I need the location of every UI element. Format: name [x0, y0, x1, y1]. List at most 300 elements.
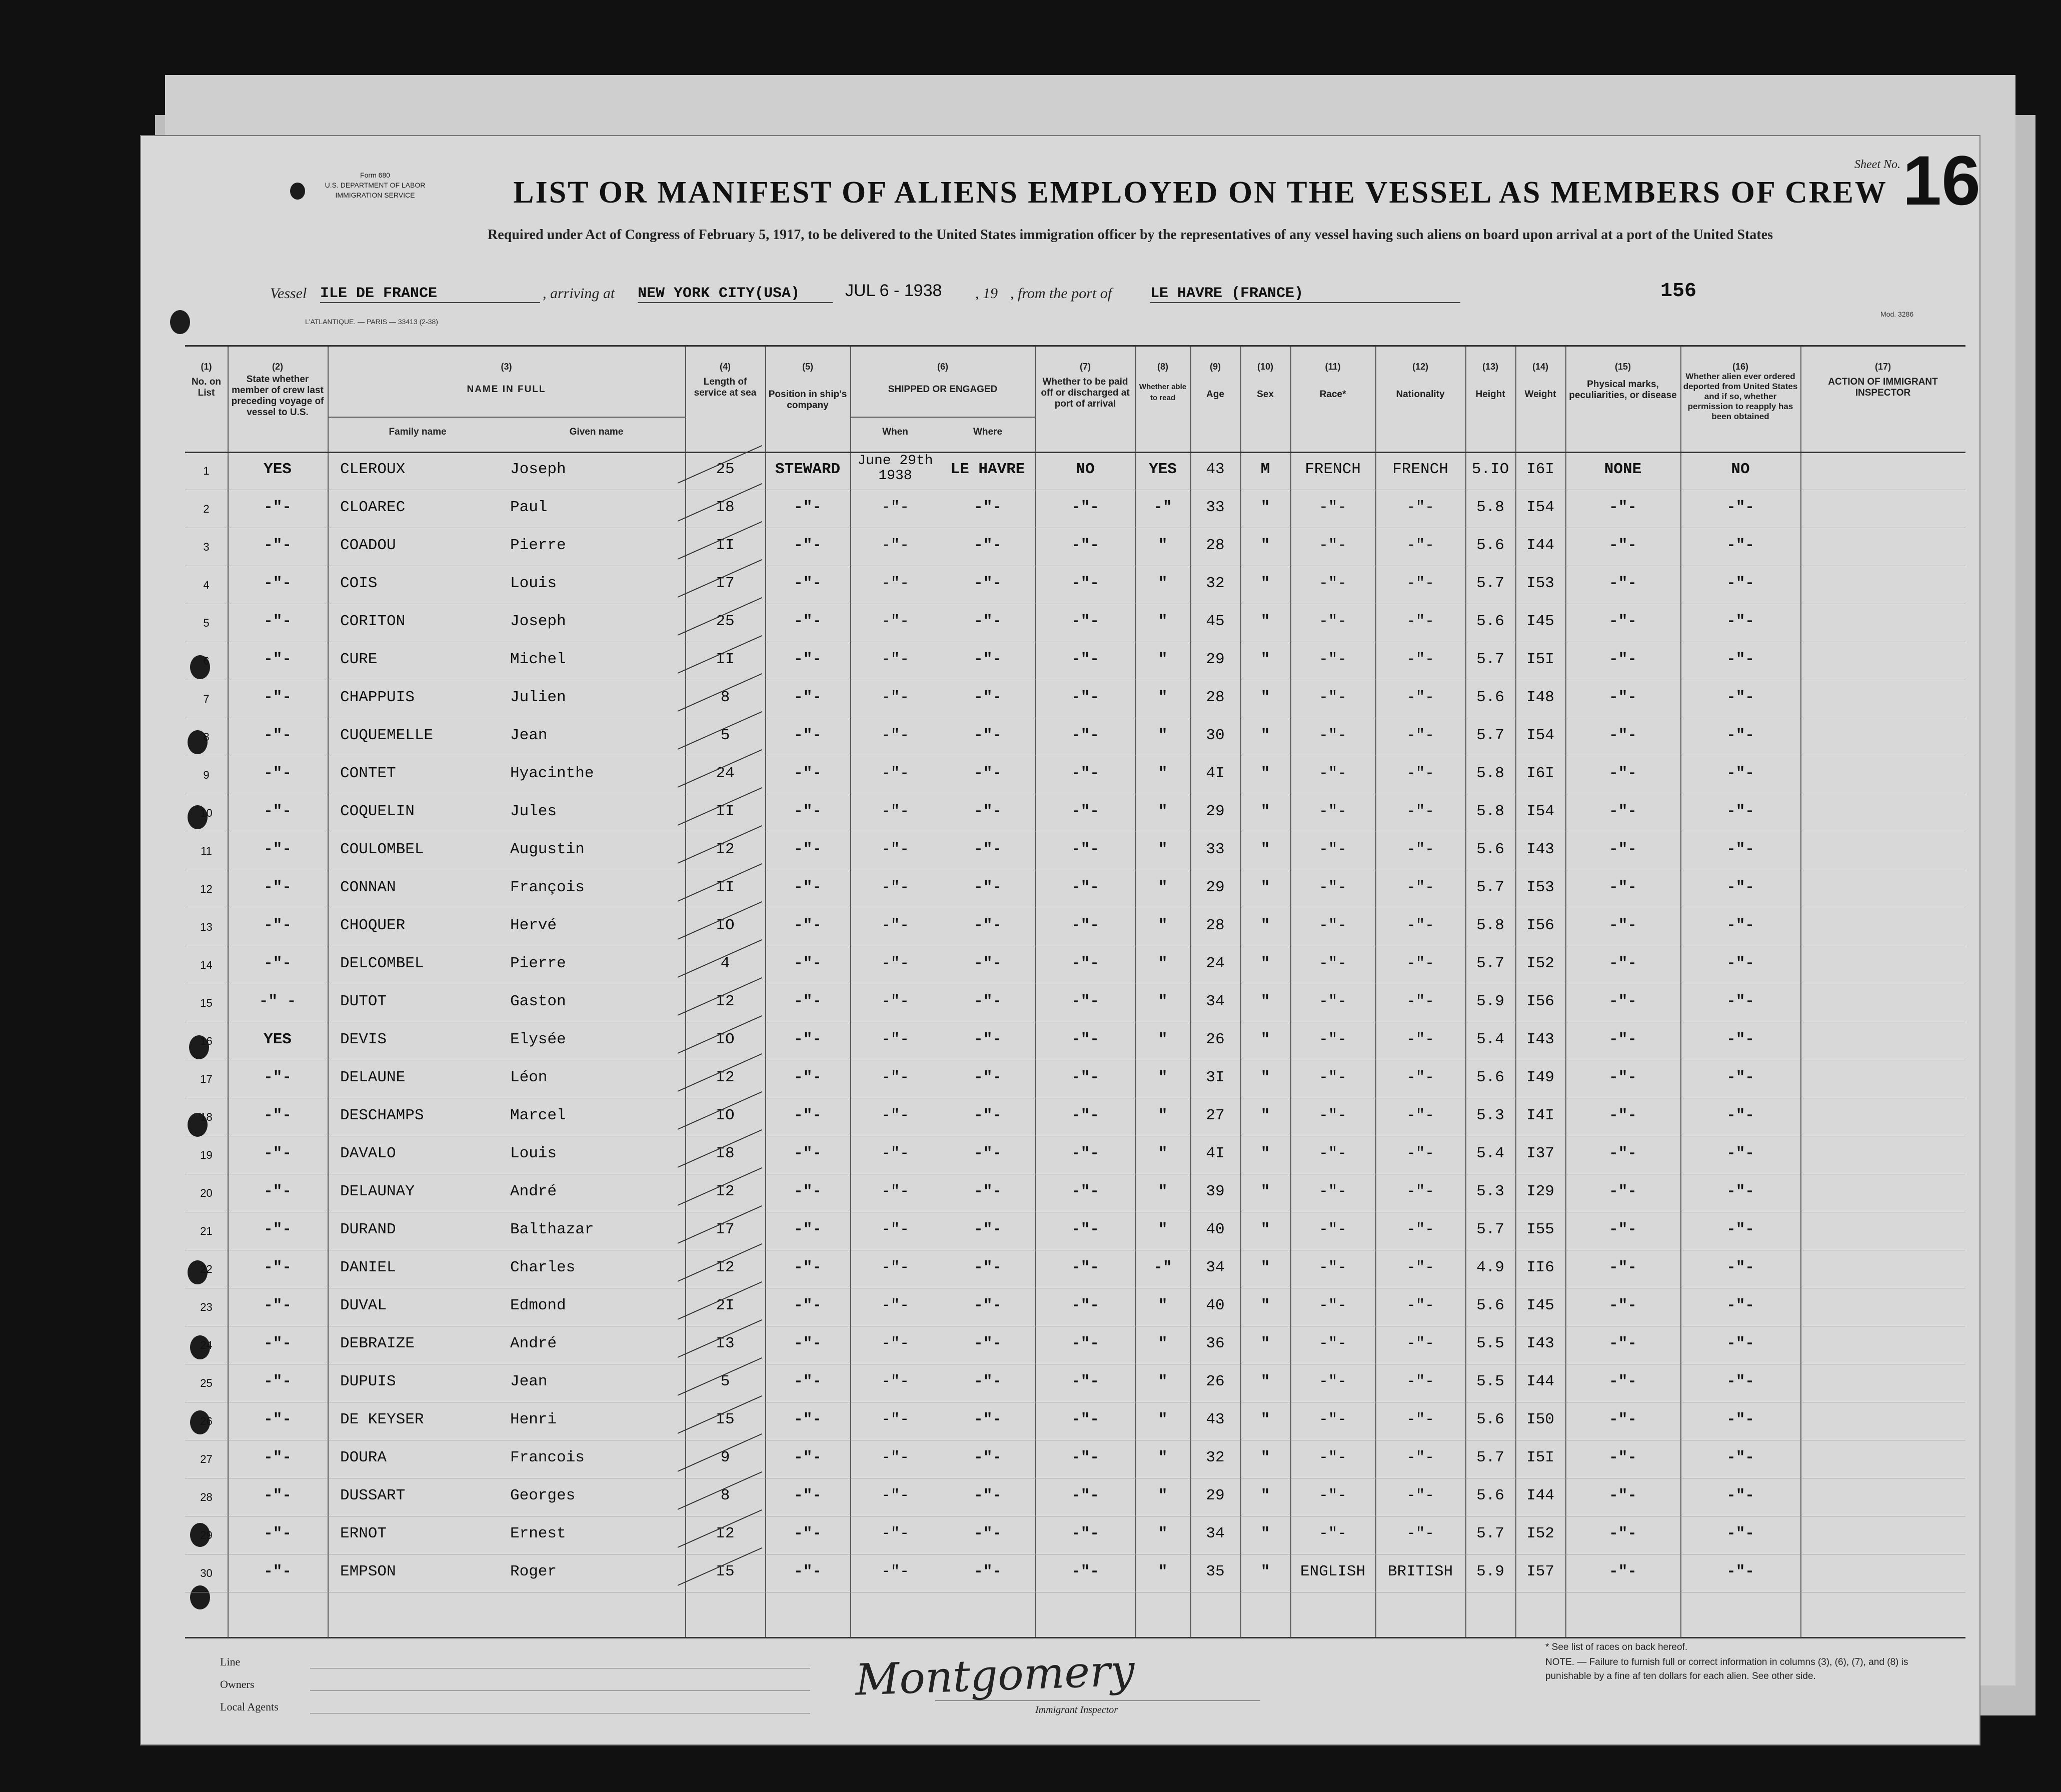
height: 5.7: [1476, 727, 1504, 744]
deported: -"-: [1726, 803, 1754, 820]
row-number: 25: [200, 1377, 213, 1389]
given-name: François: [510, 879, 585, 896]
previous-voyage: -"-: [264, 1069, 292, 1086]
age: 26: [1206, 1031, 1225, 1048]
sex: ": [1260, 613, 1270, 630]
paid-off: -"-: [1071, 1145, 1099, 1162]
previous-voyage: -" -: [259, 993, 297, 1010]
able-to-read: ": [1158, 613, 1168, 630]
given-name: Augustin: [510, 841, 585, 858]
table-row: [185, 1554, 1965, 1592]
table-row: [185, 1098, 1965, 1136]
deported: -"-: [1726, 537, 1754, 554]
nationality: BRITISH: [1387, 1563, 1453, 1580]
previous-voyage: YES: [264, 1031, 292, 1048]
family-name: DELCOMBEL: [340, 955, 424, 972]
height: 5.7: [1476, 879, 1504, 896]
row-number: 1: [203, 465, 210, 477]
height: 5.7: [1476, 1525, 1504, 1542]
previous-voyage: -"-: [264, 1145, 292, 1162]
shipped-when: -"-: [881, 1487, 909, 1504]
weight: I57: [1526, 1563, 1554, 1580]
nationality: -"-: [1406, 993, 1434, 1010]
position: -"-: [794, 955, 822, 972]
able-to-read: ": [1158, 1449, 1168, 1466]
physical-marks: -"-: [1609, 1411, 1637, 1428]
mod-number: Mod. 3286: [1880, 310, 1914, 318]
vessel-label: Vessel: [270, 285, 307, 302]
table-row: [185, 680, 1965, 718]
race: -"-: [1319, 575, 1347, 592]
nationality: -"-: [1406, 841, 1434, 858]
age: 29: [1206, 803, 1225, 820]
shipped-where: -"-: [974, 917, 1002, 934]
table-row: [185, 832, 1965, 870]
manifest-sheet: [140, 135, 1980, 1745]
sex: ": [1260, 917, 1270, 934]
sex: ": [1260, 651, 1270, 668]
paid-off: -"-: [1071, 955, 1099, 972]
family-name: DANIEL: [340, 1259, 396, 1276]
weight: I43: [1526, 841, 1554, 858]
family-name: ERNOT: [340, 1525, 387, 1542]
sex: ": [1260, 499, 1270, 516]
family-name: COADOU: [340, 537, 396, 554]
age: 29: [1206, 1487, 1225, 1504]
sex: ": [1260, 1259, 1270, 1276]
sex: ": [1260, 1031, 1270, 1048]
row-number: 5: [203, 617, 210, 629]
table-row: [185, 452, 1965, 490]
shipped-where: -"-: [974, 689, 1002, 706]
deported: -"-: [1726, 689, 1754, 706]
deported: NO: [1731, 461, 1750, 478]
col-number: (3): [501, 362, 512, 372]
weight: I44: [1526, 537, 1554, 554]
sex: ": [1260, 1069, 1270, 1086]
height: 5.5: [1476, 1335, 1504, 1352]
service: IMMIGRATION SERVICE: [335, 191, 415, 199]
nationality: -"-: [1406, 955, 1434, 972]
shipped-when: -"-: [881, 803, 909, 820]
able-to-read: ": [1158, 537, 1168, 554]
nationality: -"-: [1406, 651, 1434, 668]
paid-off: -"-: [1071, 727, 1099, 744]
age: 43: [1206, 1411, 1225, 1428]
weight: I44: [1526, 1373, 1554, 1390]
nationality: -"-: [1406, 1487, 1434, 1504]
deported: -"-: [1726, 1373, 1754, 1390]
height: 5.6: [1476, 841, 1504, 858]
race: -"-: [1319, 651, 1347, 668]
shipped-where: -"-: [974, 765, 1002, 782]
previous-voyage: -"-: [264, 1487, 292, 1504]
shipped-when: -"-: [881, 1031, 909, 1048]
deported: -"-: [1726, 1335, 1754, 1352]
race: -"-: [1319, 1221, 1347, 1238]
paid-off: -"-: [1071, 917, 1099, 934]
height: 5.7: [1476, 1449, 1504, 1466]
row-number: 11: [201, 845, 212, 857]
previous-voyage: -"-: [264, 1373, 292, 1390]
form-info: [300, 170, 450, 200]
row-number: 24: [200, 1339, 213, 1351]
race: -"-: [1319, 765, 1347, 782]
able-to-read: ": [1158, 1487, 1168, 1504]
header-physical-marks: Physical marks, peculiarities, or disease: [1569, 379, 1677, 401]
shipped-where: -"-: [974, 1563, 1002, 1580]
physical-marks: -"-: [1609, 1221, 1637, 1238]
height: 5.5: [1476, 1373, 1504, 1390]
nationality: -"-: [1406, 1297, 1434, 1314]
previous-voyage: -"-: [264, 879, 292, 896]
table-row: [185, 566, 1965, 604]
table-row: [185, 604, 1965, 642]
weight: I49: [1526, 1069, 1554, 1086]
nationality: -"-: [1406, 727, 1434, 744]
previous-voyage: -"-: [264, 1259, 292, 1276]
previous-voyage: -"-: [264, 803, 292, 820]
family-name: DUSSART: [340, 1487, 406, 1504]
physical-marks: -"-: [1609, 1335, 1637, 1352]
given-name: Francois: [510, 1449, 585, 1466]
age: 33: [1206, 499, 1225, 516]
height: 5.6: [1476, 689, 1504, 706]
given-name: Jean: [510, 727, 548, 744]
age: 34: [1206, 1259, 1225, 1276]
race: -"-: [1319, 1297, 1347, 1314]
header-height: Height: [1475, 389, 1505, 400]
position: -"-: [794, 765, 822, 782]
weight: I43: [1526, 1031, 1554, 1048]
position: -"-: [794, 499, 822, 516]
sex: ": [1260, 803, 1270, 820]
able-to-read: ": [1158, 1145, 1168, 1162]
given-name: Paul: [510, 499, 548, 516]
paid-off: NO: [1076, 461, 1095, 478]
sex: ": [1260, 993, 1270, 1010]
nationality: -"-: [1406, 879, 1434, 896]
row-number: 9: [203, 769, 210, 781]
physical-marks: -"-: [1609, 1373, 1637, 1390]
deported: -"-: [1726, 499, 1754, 516]
height: 5.3: [1476, 1107, 1504, 1124]
service-length: I8: [716, 1145, 735, 1162]
row-number: 3: [203, 541, 210, 553]
paid-off: -"-: [1071, 803, 1099, 820]
from-port: LE HAVRE (FRANCE): [1150, 285, 1460, 303]
service-length: IO: [716, 1107, 735, 1124]
service-length: I8: [716, 499, 735, 516]
position: -"-: [794, 1525, 822, 1542]
paid-off: -"-: [1071, 1069, 1099, 1086]
race: -"-: [1319, 1259, 1347, 1276]
age: 29: [1206, 651, 1225, 668]
shipped-when: -"-: [881, 1069, 909, 1086]
height: 5.7: [1476, 1221, 1504, 1238]
deported: -"-: [1726, 1487, 1754, 1504]
paid-off: -"-: [1071, 1335, 1099, 1352]
able-to-read: ": [1158, 1183, 1168, 1200]
header-given-name: Given name: [569, 427, 624, 437]
deported: -"-: [1726, 917, 1754, 934]
table-row: [185, 946, 1965, 984]
given-name: Louis: [510, 1145, 557, 1162]
able-to-read: ": [1158, 575, 1168, 592]
shipped-where: -"-: [974, 1449, 1002, 1466]
given-name: Joseph: [510, 613, 566, 630]
height: 5.9: [1476, 1563, 1504, 1580]
shipped-where: -"-: [974, 651, 1002, 668]
height: 5.8: [1476, 803, 1504, 820]
deported: -"-: [1726, 1297, 1754, 1314]
race: -"-: [1319, 917, 1347, 934]
previous-voyage: -"-: [264, 575, 292, 592]
inspector-signature: Montgomery: [854, 1645, 1136, 1705]
shipped-where: -"-: [974, 993, 1002, 1010]
row-number: 27: [200, 1453, 213, 1465]
year-label: , 19: [975, 285, 998, 302]
shipped-where: -"-: [974, 613, 1002, 630]
table-row: [185, 1478, 1965, 1516]
race: -"-: [1319, 727, 1347, 744]
given-name: Ernest: [510, 1525, 566, 1542]
race: -"-: [1319, 537, 1347, 554]
deported: -"-: [1726, 841, 1754, 858]
previous-voyage: -"-: [264, 689, 292, 706]
able-to-read: ": [1158, 765, 1168, 782]
header-where: Where: [973, 427, 1003, 437]
physical-marks: -"-: [1609, 955, 1637, 972]
physical-marks: -"-: [1609, 727, 1637, 744]
service-length: 9: [720, 1449, 730, 1466]
nationality: -"-: [1406, 1373, 1434, 1390]
nationality: -"-: [1406, 1449, 1434, 1466]
col-number: (8): [1157, 362, 1168, 372]
shipped-where: -"-: [974, 1221, 1002, 1238]
previous-voyage: -"-: [264, 1221, 292, 1238]
physical-marks: -"-: [1609, 1145, 1637, 1162]
family-name: DELAUNAY: [340, 1183, 415, 1200]
shipped-where: -"-: [974, 955, 1002, 972]
able-to-read: ": [1158, 1069, 1168, 1086]
row-number: 16: [200, 1035, 213, 1047]
col-number: (5): [802, 362, 813, 372]
line-label: Line: [220, 1655, 241, 1668]
form-number: Form 680: [360, 171, 390, 179]
shipped-where: -"-: [974, 841, 1002, 858]
able-to-read: ": [1158, 1373, 1168, 1390]
shipped-where: -"-: [974, 803, 1002, 820]
shipped-when: -"-: [881, 1563, 909, 1580]
owners-label: Owners: [220, 1678, 255, 1690]
header-when: When: [882, 427, 908, 437]
shipped-when: -"-: [881, 1525, 909, 1542]
shipped-where: -"-: [974, 1107, 1002, 1124]
previous-voyage: -"-: [264, 651, 292, 668]
age: 28: [1206, 537, 1225, 554]
table-row: [185, 1022, 1965, 1060]
previous-voyage: -"-: [264, 1525, 292, 1542]
race: -"-: [1319, 613, 1347, 630]
table-row: [185, 1060, 1965, 1098]
physical-marks: -"-: [1609, 879, 1637, 896]
age: 34: [1206, 1525, 1225, 1542]
deported: -"-: [1726, 1563, 1754, 1580]
family-name: CUQUEMELLE: [340, 727, 434, 744]
nationality: -"-: [1406, 1031, 1434, 1048]
physical-marks: -"-: [1609, 499, 1637, 516]
physical-marks: -"-: [1609, 1259, 1637, 1276]
table-row: [185, 1440, 1965, 1478]
sex: ": [1260, 1183, 1270, 1200]
physical-marks: -"-: [1609, 841, 1637, 858]
col-number: (17): [1874, 362, 1891, 372]
shipped-when: -"-: [881, 689, 909, 706]
header-no: No. on List: [191, 377, 222, 398]
races-note: * See list of races on back hereof.: [1545, 1642, 1688, 1652]
row-number: 12: [200, 883, 213, 895]
row-number: 13: [200, 921, 213, 933]
header-position: Position in ship's company: [768, 389, 847, 411]
position: -"-: [794, 917, 822, 934]
physical-marks: -"-: [1609, 1183, 1637, 1200]
weight: I44: [1526, 1487, 1554, 1504]
header-sex: Sex: [1257, 389, 1274, 400]
paid-off: -"-: [1071, 841, 1099, 858]
position: -"-: [794, 803, 822, 820]
nationality: -"-: [1406, 1335, 1434, 1352]
nationality: -"-: [1406, 689, 1434, 706]
nationality: FRENCH: [1392, 461, 1448, 478]
paid-off: -"-: [1071, 1259, 1099, 1276]
able-to-read: ": [1158, 879, 1168, 896]
header-shipped: SHIPPED OR ENGAGED: [888, 384, 998, 395]
position: -"-: [794, 1335, 822, 1352]
age: 32: [1206, 575, 1225, 592]
physical-marks: -"-: [1609, 575, 1637, 592]
deported: -"-: [1726, 1031, 1754, 1048]
height: 5.7: [1476, 575, 1504, 592]
age: 4I: [1206, 765, 1225, 782]
printer-info: L'ATLANTIQUE. — PARIS — 33413 (2-38): [305, 318, 438, 326]
given-name: Joseph: [510, 461, 566, 478]
able-to-read: ": [1158, 841, 1168, 858]
given-name: Julien: [510, 689, 566, 706]
row-number: 10: [200, 807, 213, 819]
shipped-where: -"-: [974, 1487, 1002, 1504]
height: 5.6: [1476, 1411, 1504, 1428]
row-number: 22: [200, 1263, 213, 1275]
col-number: (1): [201, 362, 212, 372]
sex: ": [1260, 841, 1270, 858]
deported: -"-: [1726, 727, 1754, 744]
shipped-where: LE HAVRE: [950, 461, 1025, 478]
race: -"-: [1319, 689, 1347, 706]
paid-off: -"-: [1071, 1411, 1099, 1428]
sex: ": [1260, 1145, 1270, 1162]
weight: I45: [1526, 1297, 1554, 1314]
table-row: [185, 794, 1965, 832]
physical-marks: -"-: [1609, 613, 1637, 630]
weight: I4I: [1526, 1107, 1554, 1124]
shipped-when: -"-: [881, 955, 909, 972]
shipped-when: June 29th 1938: [857, 453, 933, 484]
race: -"-: [1319, 1031, 1347, 1048]
table-row: [185, 1326, 1965, 1364]
shipped-when: -"-: [881, 613, 909, 630]
position: -"-: [794, 1183, 822, 1200]
race: -"-: [1319, 879, 1347, 896]
given-name: Hyacinthe: [510, 765, 594, 782]
department: U.S. DEPARTMENT OF LABOR: [325, 181, 426, 189]
service-length: I2: [716, 1525, 735, 1542]
family-name: COQUELIN: [340, 803, 415, 820]
able-to-read: ": [1158, 955, 1168, 972]
position: -"-: [794, 1563, 822, 1580]
shipped-when: -"-: [881, 1183, 909, 1200]
position: -"-: [794, 727, 822, 744]
race: -"-: [1319, 1335, 1347, 1352]
deported: -"-: [1726, 1259, 1754, 1276]
position: -"-: [794, 613, 822, 630]
nationality: -"-: [1406, 613, 1434, 630]
deported: -"-: [1726, 1145, 1754, 1162]
paid-off: -"-: [1071, 1487, 1099, 1504]
row-number: 8: [203, 731, 210, 743]
table-row: [185, 756, 1965, 794]
service-length: 5: [720, 1373, 730, 1390]
position: -"-: [794, 1221, 822, 1238]
row-number: 29: [200, 1529, 213, 1541]
paid-off: -"-: [1071, 651, 1099, 668]
deported: -"-: [1726, 1183, 1754, 1200]
col-number: (10): [1257, 362, 1273, 372]
previous-voyage: YES: [264, 461, 292, 478]
service-length: 5: [720, 727, 730, 744]
physical-marks: NONE: [1604, 461, 1642, 478]
shipped-when: -"-: [881, 1411, 909, 1428]
vessel-info: [270, 280, 2020, 310]
family-name: DEVIS: [340, 1031, 387, 1048]
physical-marks: -"-: [1609, 765, 1637, 782]
shipped-where: -"-: [974, 879, 1002, 896]
race: ENGLISH: [1300, 1563, 1366, 1580]
height: 4.9: [1476, 1259, 1504, 1276]
age: 3I: [1206, 1069, 1225, 1086]
sex: ": [1260, 727, 1270, 744]
weight: I52: [1526, 955, 1554, 972]
nationality: -"-: [1406, 1069, 1434, 1086]
family-name: DE KEYSER: [340, 1411, 424, 1428]
weight: I56: [1526, 917, 1554, 934]
table-row: [185, 1136, 1965, 1174]
nationality: -"-: [1406, 1145, 1434, 1162]
sex: ": [1260, 1411, 1270, 1428]
physical-marks: -"-: [1609, 537, 1637, 554]
footer: [185, 1640, 1965, 1740]
previous-voyage: -"-: [264, 499, 292, 516]
shipped-where: -"-: [974, 1069, 1002, 1086]
sex: ": [1260, 1525, 1270, 1542]
age: 28: [1206, 917, 1225, 934]
position: -"-: [794, 1259, 822, 1276]
deported: -"-: [1726, 1069, 1754, 1086]
position: -"-: [794, 575, 822, 592]
able-to-read: ": [1158, 1031, 1168, 1048]
age: 26: [1206, 1373, 1225, 1390]
able-to-read: ": [1158, 1525, 1168, 1542]
